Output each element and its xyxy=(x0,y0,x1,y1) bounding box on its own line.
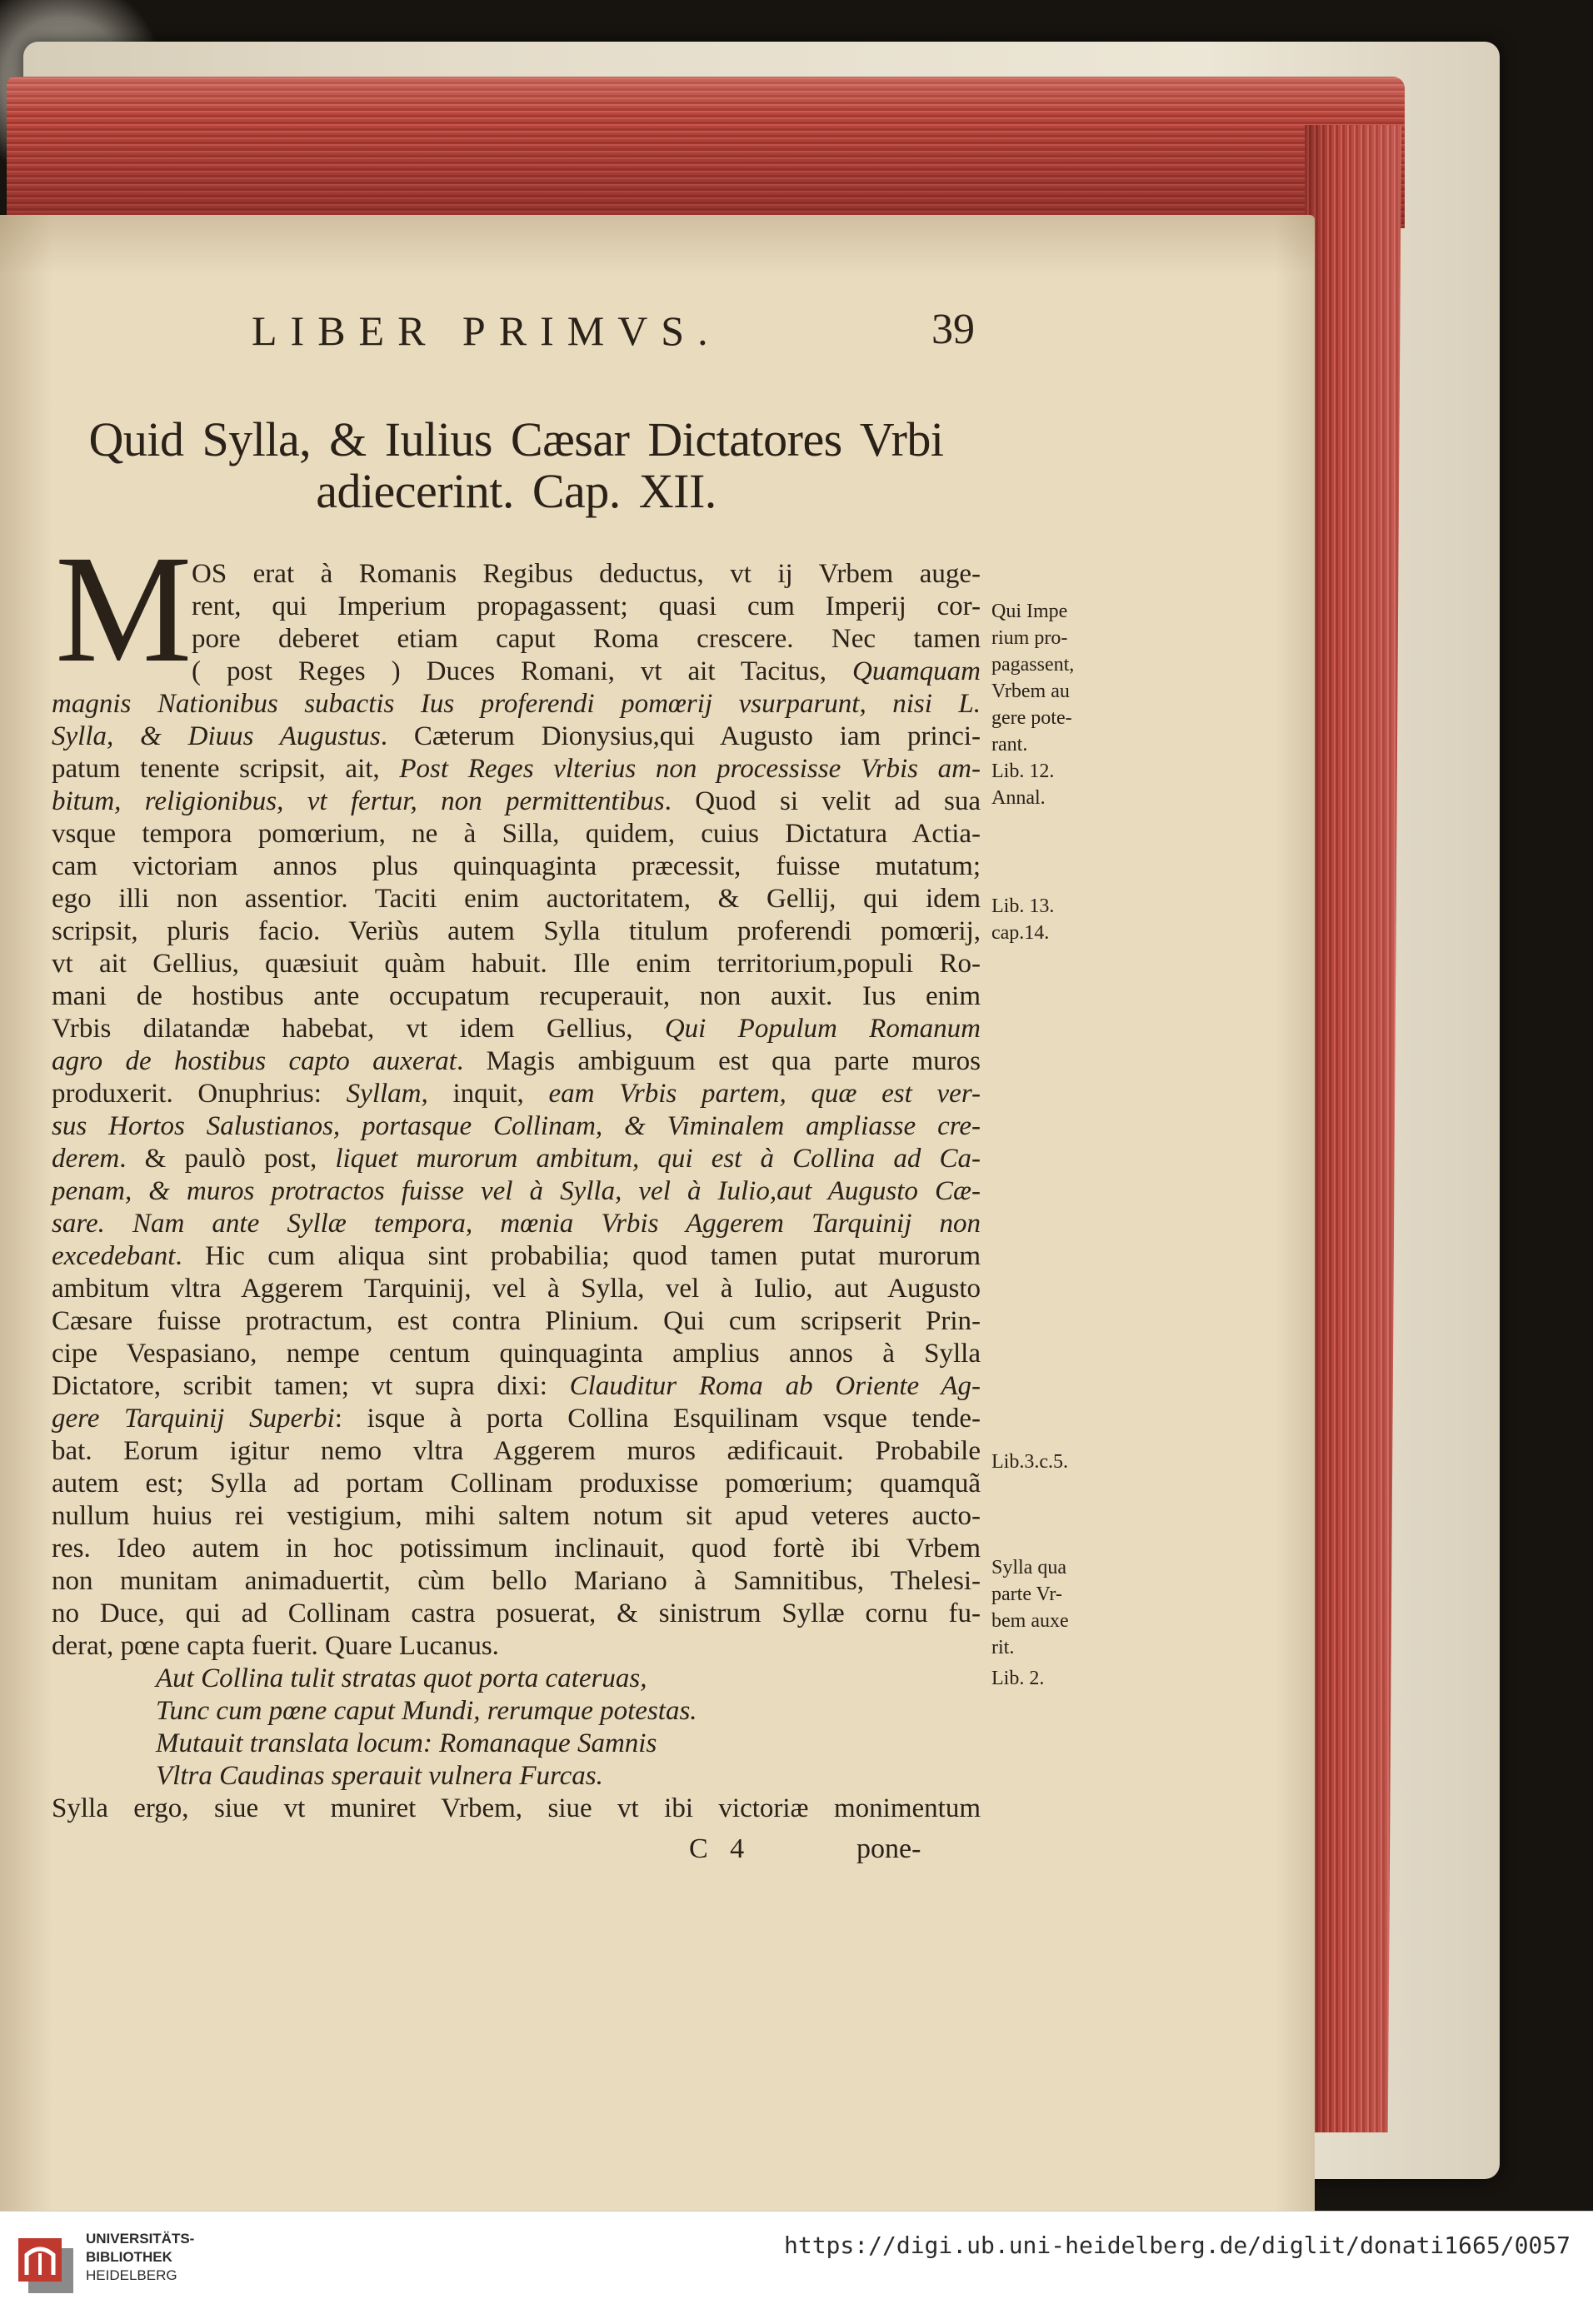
italic-text: bitum, religionibus, vt fertur, non permittentibus xyxy=(52,786,665,816)
body-line xyxy=(52,623,981,656)
roman-text: . Hic cum aliqua sint probabilia; quod tamen putat murorum xyxy=(175,1241,981,1271)
body-line xyxy=(52,850,981,883)
roman-text: ( post Reges ) Duces Romani, vt ait Tacitus, xyxy=(192,656,852,686)
page-number: 39 xyxy=(931,306,975,353)
body-line xyxy=(52,1175,981,1208)
italic-text: liquet murorum ambitum, qui est à Collina ad Ca- xyxy=(335,1144,981,1174)
body-line xyxy=(52,558,981,591)
body-line xyxy=(52,1110,981,1143)
body-line xyxy=(52,1500,981,1533)
italic-text: Post Reges vlterius non processisse Vrbis am- xyxy=(399,754,981,784)
body-line: Sylla ergo, siue vt muniret Vrbem, siue vt ibi victoriæ monimentum xyxy=(52,1793,981,1823)
margin-note-line: gere pote- xyxy=(991,707,1072,729)
margin-note-line: Lib. 13. xyxy=(991,895,1055,917)
roman-text: patum tenente scripsit, ait, xyxy=(52,754,400,784)
roman-text: no Duce, qui ad Collinam castra posuerat, & sinistrum Syllæ cornu fu- xyxy=(52,1598,981,1628)
margin-note xyxy=(991,893,1054,946)
italic-text: derem xyxy=(52,1144,120,1174)
italic-text: Qui Populum Romanum xyxy=(664,1014,981,1044)
body-line xyxy=(52,1598,981,1630)
italic-text: agro de hostibus capto auxerat xyxy=(52,1046,457,1076)
verse-quotation xyxy=(52,1663,981,1793)
roman-text: autem est; Sylla ad portam Collinam produxisse pomœrium; quamquã xyxy=(52,1469,981,1499)
roman-text: nullum huius rei vestigium, mihi saltem notum sit apud veteres aucto- xyxy=(52,1501,981,1531)
margin-note-line: Qui Impe xyxy=(991,601,1068,622)
drop-cap-initial: M xyxy=(55,524,192,695)
body-line xyxy=(52,1013,981,1045)
body-line xyxy=(52,1468,981,1500)
body-line xyxy=(52,1305,981,1338)
library-name-line: HEIDELBERG xyxy=(86,2267,177,2283)
italic-text: magnis Nationibus subactis Ius proferendi pomœrij vsurparunt, nisi L. xyxy=(52,689,981,719)
body-line xyxy=(52,1273,981,1305)
roman-text: mani de hostibus ante occupatum recuperauit, non auxit. Ius enim xyxy=(52,981,981,1011)
roman-text: Dictatore, scribit tamen; vt supra dixi: xyxy=(52,1371,570,1401)
margin-note-line: Lib. 12. xyxy=(991,761,1055,782)
body-line xyxy=(52,1143,981,1175)
roman-text: . & paulò post, xyxy=(119,1144,336,1174)
chapter-title-line: adiecerint. Cap. XII. xyxy=(316,464,717,518)
margin-note-line: rium pro- xyxy=(991,627,1068,649)
roman-text: : isque à porta Collina Esquilinam vsque tende- xyxy=(334,1404,981,1434)
italic-text: Syllam, xyxy=(346,1079,428,1109)
italic-text: penam, & muros protractos fuisse vel à Sylla, vel à Iulio,aut Augusto Cæ- xyxy=(52,1176,981,1206)
italic-text: eam Vrbis partem, quæ est ver- xyxy=(548,1079,981,1109)
page-edges-side xyxy=(1305,125,1401,2132)
roman-text: produxerit. Onuphrius: xyxy=(52,1079,347,1109)
margin-note-line: pagassent, xyxy=(991,654,1075,676)
margin-note-line: Lib.3.c.5. xyxy=(991,1451,1068,1473)
body-line xyxy=(52,1045,981,1078)
body-line xyxy=(52,1403,981,1435)
roman-text: ambitum vltra Aggerem Tarquinij, vel à Sylla, vel à Iulio, aut Augusto xyxy=(52,1274,981,1304)
margin-note-line: rant. xyxy=(991,734,1028,756)
body-line xyxy=(52,883,981,915)
verse-line: Aut Collina tulit stratas quot porta cateruas, xyxy=(156,1663,647,1693)
footer-bar xyxy=(0,2211,1593,2324)
catchword: pone- xyxy=(856,1833,921,1864)
margin-note-line: rit. xyxy=(991,1637,1015,1658)
library-name-line: UNIVERSITÄTS- xyxy=(86,2231,195,2247)
roman-text: . Cæterum Dionysius,qui Augusto iam princi- xyxy=(380,721,981,751)
italic-text: excedebant xyxy=(52,1241,176,1271)
body-line xyxy=(52,1565,981,1598)
chapter-title-line: Quid Sylla, & Iulius Cæsar Dictatores Vrbi xyxy=(88,412,944,466)
body-line xyxy=(52,591,981,623)
roman-text: derat, pœne capta fuerit. Quare Lucanus. xyxy=(52,1631,499,1661)
roman-text: vt ait Gellius, quæsiuit quàm habuit. Ille enim territorium,populi Ro- xyxy=(52,949,981,979)
body-line xyxy=(52,1370,981,1403)
body-text xyxy=(52,558,981,1663)
closing-line-wrapper xyxy=(52,1793,981,1825)
body-line xyxy=(52,656,981,688)
roman-text: Cæsare fuisse protractum, est contra Plinium. Qui cum scripserit Prin- xyxy=(52,1306,981,1336)
italic-text: Sylla, & Diuus Augustus xyxy=(52,721,381,751)
roman-text: Vrbis dilatandæ habebat, vt idem Gellius, xyxy=(52,1014,665,1044)
library-name xyxy=(86,2230,194,2285)
roman-text: cam victoriam annos plus quinquaginta præcessit, fuisse mutatum; xyxy=(52,851,981,881)
body-line xyxy=(52,980,981,1013)
margin-note-line: Vrbem au xyxy=(991,681,1070,702)
body-line xyxy=(52,688,981,721)
margin-note xyxy=(991,1665,1044,1692)
verse-line: Tunc cum pœne caput Mundi, rerumque potestas. xyxy=(156,1696,697,1726)
permalink-url[interactable]: https://digi.ub.uni-heidelberg.de/diglit/donati1665/0057 xyxy=(783,2232,1571,2259)
roman-text: non munitam animaduertit, cùm bello Mariano à Samnitibus, Thelesi- xyxy=(52,1566,981,1596)
margin-note-line: parte Vr- xyxy=(991,1583,1062,1605)
body-line xyxy=(52,785,981,818)
italic-text: Clauditur Roma ab Oriente Ag- xyxy=(569,1371,981,1401)
margin-note xyxy=(991,1554,1069,1661)
roman-text: . Magis ambiguum est qua parte muros xyxy=(456,1046,981,1076)
roman-text: scripsit, pluris facio. Veriùs autem Sylla titulum proferendi pomœrij, xyxy=(52,916,981,946)
roman-text: res. Ideo autem in hoc potissimum inclinauit, quod fortè ibi Vrbem xyxy=(52,1534,981,1563)
body-line xyxy=(52,1338,981,1370)
margin-note-line: cap.14. xyxy=(991,922,1050,944)
body-line xyxy=(52,1435,981,1468)
margin-note xyxy=(991,598,1074,811)
roman-text: ego illi non assentior. Taciti enim auctoritatem, & Gellij, qui idem xyxy=(52,884,981,914)
body-line xyxy=(52,1208,981,1240)
verse-line: Mutauit translata locum: Romanaque Samnis xyxy=(156,1728,657,1758)
body-line xyxy=(52,1078,981,1110)
ub-heidelberg-logo-icon xyxy=(17,2237,77,2297)
page-edges-top xyxy=(7,77,1405,228)
body-line xyxy=(52,721,981,753)
body-line xyxy=(52,915,981,948)
roman-text: OS erat à Romanis Regibus deductus, vt ij Vrbem auge- xyxy=(192,559,981,589)
signature-mark: C 4 xyxy=(689,1833,745,1864)
body-line xyxy=(52,818,981,850)
roman-text: bat. Eorum igitur nemo vltra Aggerem muros ædificauit. Probabile xyxy=(52,1436,981,1466)
roman-text: cipe Vespasiano, nempe centum quinquaginta amplius annos à Sylla xyxy=(52,1339,981,1369)
verse-line: Vltra Caudinas sperauit vulnera Furcas. xyxy=(156,1761,603,1791)
margin-note-line: Annal. xyxy=(991,787,1046,809)
roman-text: . Quod si velit ad sua xyxy=(664,786,981,816)
roman-text: vsque tempora pomœrium, ne à Silla, quidem, cuius Dictatura Actia- xyxy=(52,819,981,849)
margin-note xyxy=(991,1449,1068,1475)
margin-note-line: bem auxe xyxy=(991,1610,1069,1632)
italic-text: sare. Nam ante Syllæ tempora, mœnia Vrbis Aggerem Tarquinij non xyxy=(52,1209,981,1239)
italic-text: gere Tarquinij Superbi xyxy=(52,1404,335,1434)
margin-note-line: Sylla qua xyxy=(991,1557,1066,1578)
italic-text: sus Hortos Salustianos, portasque Collinam, & Viminalem ampliasse cre- xyxy=(52,1111,981,1141)
body-line xyxy=(52,1630,981,1663)
roman-text: pore deberet etiam caput Roma crescere. Nec tamen xyxy=(192,624,981,654)
roman-text: rent, qui Imperium propagassent; quasi cum Imperij cor- xyxy=(192,591,981,621)
body-line xyxy=(52,1533,981,1565)
margin-note-line: Lib. 2. xyxy=(991,1668,1045,1689)
body-line xyxy=(52,1240,981,1273)
body-line xyxy=(52,948,981,980)
italic-text: Quamquam xyxy=(852,656,981,686)
roman-text: inquit, xyxy=(427,1079,549,1109)
body-line xyxy=(52,753,981,785)
running-head: LIBER PRIMVS. xyxy=(252,307,722,354)
library-name-line: BIBLIOTHEK xyxy=(86,2249,172,2265)
